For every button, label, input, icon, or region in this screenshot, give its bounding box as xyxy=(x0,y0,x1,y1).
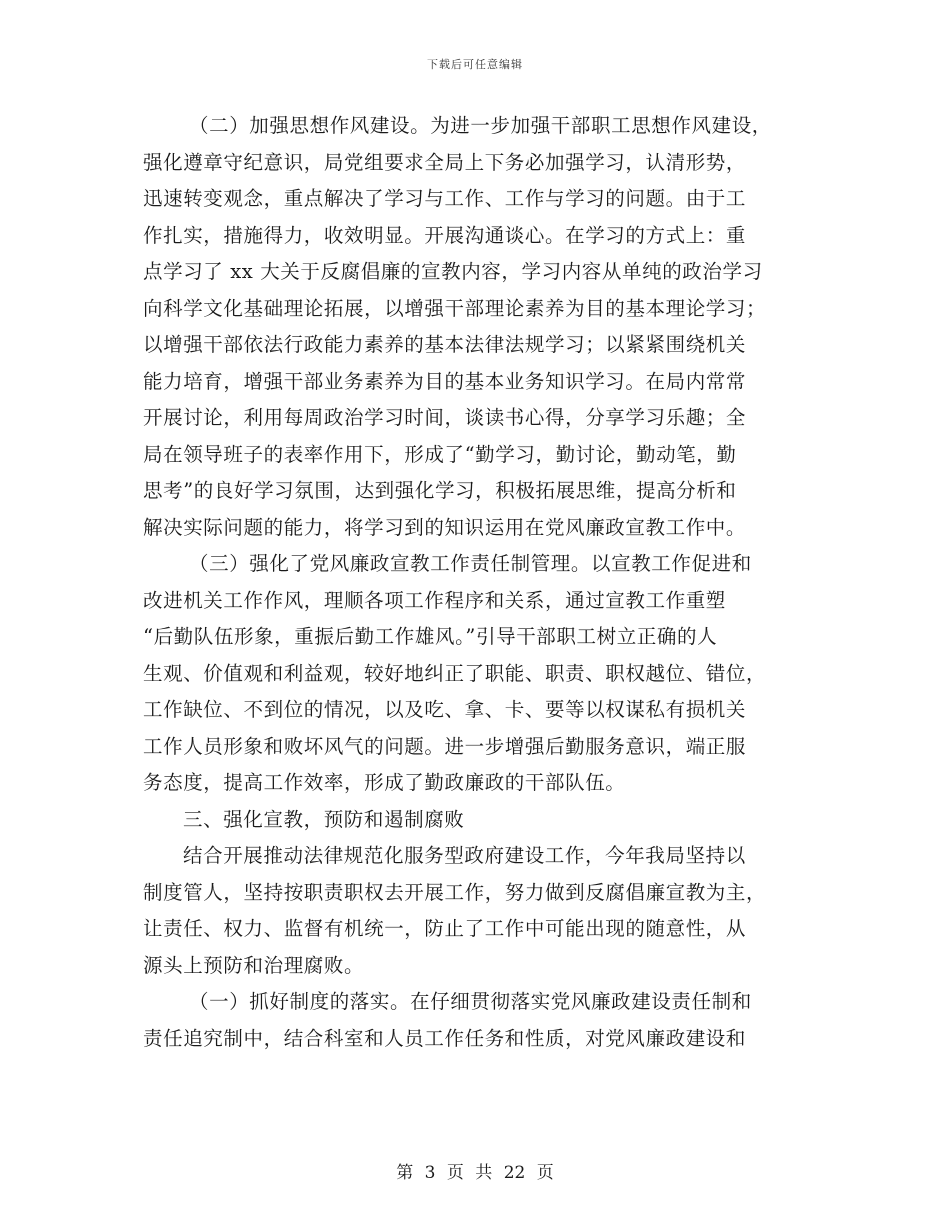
paragraph-line: （一）抓好制度的落实。在仔细贯彻落实党风廉政建设责任制和 xyxy=(189,990,752,1013)
page-header-note: 下载后可任意编辑 xyxy=(427,58,523,71)
paragraph-line: 务态度，提高工作效率，形成了勤政廉政的干部队伍。 xyxy=(143,771,626,794)
paragraph-line: 强化遵章守纪意识，局党组要求全局上下务必加强学习，认清形势， xyxy=(143,150,747,174)
paragraph-line: 源头上预防和治理腐败。 xyxy=(143,953,365,977)
paragraph-line: 让责任、权力、监督有机统一，防止了工作中可能出现的随意性，从 xyxy=(143,917,747,940)
page-number: 第 3 页 共 22 页 xyxy=(396,1163,554,1183)
paragraph-line: 作扎实，措施得力，收效明显。开展沟通谈心。在学习的方式上：重 xyxy=(143,223,747,247)
paragraph-line: 向科学文化基础理论拓展，以增强干部理论素养为目的基本理论学习； xyxy=(143,296,767,320)
paragraph-line: 解决实际问题的能力，将学习到的知识运用在党风廉政宣教工作中。 xyxy=(143,515,747,539)
document-body xyxy=(143,108,808,1057)
paragraph-line: 点学习了 xx 大关于反腐倡廉的宣教内容，学习内容从单纯的政治学习 xyxy=(143,260,763,283)
paragraph-line: （三）强化了党风廉政宣教工作责任制管理。以宣教工作促进和 xyxy=(189,552,752,575)
paragraph-line: 迅速转变观念，重点解决了学习与工作、工作与学习的问题。由于工 xyxy=(143,187,747,210)
paragraph-line: 以增强干部依法行政能力素养的基本法律法规学习；以紧紧围绕机关 xyxy=(143,333,747,356)
paragraph-line: 局在领导班子的表率作用下，形成了“勤学习，勤讨论，勤动笔，勤 xyxy=(143,442,737,466)
paragraph-line: 制度管人，坚持按职责职权去开展工作，努力做到反腐倡廉宣教为主， xyxy=(143,880,767,904)
paragraph-line: 生观、价值观和利益观，较好地纠正了职能、职责、职权越位、错位， xyxy=(143,661,767,685)
paragraph-line: 结合开展推动法律规范化服务型政府建设工作，今年我局坚持以 xyxy=(183,844,746,867)
paragraph-line: 工作人员形象和败坏风气的问题。进一步增强后勤服务意识，端正服 xyxy=(143,734,747,758)
paragraph-line: （二）加强思想作风建设。为进一步加强干部职工思想作风建设， xyxy=(189,114,772,137)
paragraph-line: 工作缺位、不到位的情况，以及吃、拿、卡、要等以权谋私有损机关 xyxy=(143,698,747,721)
section-heading: 三、强化宣教，预防和遏制腐败 xyxy=(183,807,465,831)
paragraph-line: 开展讨论，利用每周政治学习时间，谈读书心得，分享学习乐趣；全 xyxy=(143,406,747,429)
paragraph-line: 责任追究制中，结合科室和人员工作任务和性质，对党风廉政建设和 xyxy=(143,1026,747,1050)
paragraph-line: “后勤队伍形象，重振后勤工作雄风。”引导干部职工树立正确的人 xyxy=(143,625,718,648)
paragraph-line: 能力培育，增强干部业务素养为目的基本业务知识学习。在局内常常 xyxy=(143,369,747,393)
paragraph-line: 改进机关工作作风，理顺各项工作程序和关系，通过宣教工作重塑 xyxy=(143,588,726,612)
paragraph-line: 思考”的良好学习氛围，达到强化学习，积极拓展思维，提高分析和 xyxy=(143,479,737,502)
